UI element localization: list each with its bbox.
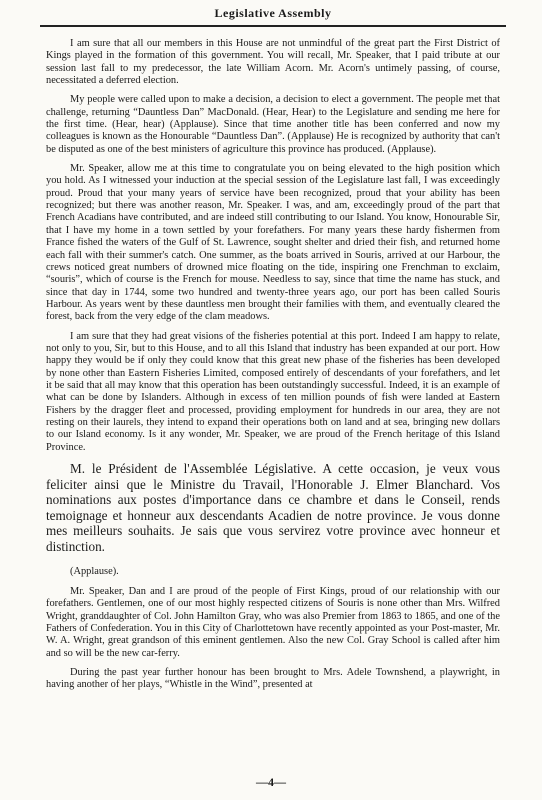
- paragraph-fisheries: I am sure that they had great visions of the fisheries potential at this port. Indeed I am happy to relate, not only to you, Sir, but to this House, and to all this Island that industry has been expanded at our port. How happy they would be if only they could know that this great new phase of the fisheries has been developed by none other than Eastern Fisheries Limited, composed entirely of descendants of your forefathers, and let it be said that all may know that this operation has been outstandingly successful. Indeed, it is an example of what can be done by Islanders. Although in excess of ten million pounds of fish were landed at Eastern Fishers by the dragger fleet and processed, providing employment for hundreds in our area, they are not resting on their laurels, they intend to expand their operations both on land and at sea, bringing new dollars to our Island economy. Is it any wonder, Mr. Speaker, we are proud of the French heritage of this Island Province.: [46, 330, 500, 453]
- page-body: [46, 38, 500, 699]
- paragraph-first-kings-pride: Mr. Speaker, Dan and I are proud of the people of First Kings, proud of our relationship with our forefathers. Gentlemen, one of our most highly respected citizens of Souris is none other than Mrs. Wilfred Wright, granddaughter of Col. John Hamilton Gray, who was also Premier from 1863 to 1865, and one of the Fathers of Confederation. You in this City of Charlottetown have recently appointed as your Post-master, Mr. W. A. Wright, great grandson of this eminent gentlemen. Also the new Col. Gray School is called after him and so will be the new car-ferry.: [46, 585, 500, 659]
- applause-note: (Applause).: [70, 565, 119, 577]
- page-header: Legislative Assembly: [40, 6, 506, 27]
- paragraph-first-district: I am sure that all our members in this House are not unmindful of the great part the First District of Kings played in the formation of this government. You will recall, Mr. Speaker, that I paid tribute at our session last fall to my predecessor, the late William Acorn. Mr. Acorn's untimely passing, of course, necessitated a deferred election.: [46, 38, 500, 87]
- paragraph-french-address: M. le Président de l'Assemblée Législative. A cette occasion, je veux vous feliciter ainsi que le Ministre du Travail, l'Honorable J. Elmer Blanchard. Vos nominations aux postes d'importance dans ce chambre et dans le Conseil, rends temoignage et honneur aux descendants Acadien de notre province. Je vous donne mes meilleurs souhaits. Je sais que vous servirez votre province avec honneur et distinction.: [46, 461, 500, 554]
- page-number: —4—: [256, 775, 286, 789]
- paragraph-election: My people were called upon to make a decision, a decision to elect a government. The people met that challenge, returning “Dauntless Dan” MacDonald. (Hear, Hear) to the Legislature and sending me here for the first time. (Hear, hear) (Applause). Since that time another title has been conferred and now my colleagues is known as the Honourable “Dauntless Dan”. (Applause) He is recognized by authority that can't be disputed as one of the best ministers of agriculture this province has produced. (Applause).: [46, 94, 500, 155]
- paragraph-speaker-congratulations: Mr. Speaker, allow me at this time to congratulate you on being elevated to the high position which you hold. As I witnessed your induction at the special session of the Legislature last fall, I was exceedingly proud. Proud that your many years of service have been recognized, proud that your ability has been recognized; but there was another reason, Mr. Speaker. I was, and am, exceedingly proud of the part that French Acadians have contributed, and are indeed still contributing to our Island. You know, Honourable Sir, that I have my home in a town settled by your forefathers. For many years these hardy fishermen from France fished the waters of the Gulf of St. Lawrence, sought shelter and dried their fish, and returned home each fall with their summer's catch. One summer, as the boats arrived in Souris, arrived at our Harbour, the crews noticed great numbers of drowned mice floating on the tide, inspiring one Frenchman to exclaim, “souris”, which of course is the French for mouse. Needless to say, since that time the name has stuck, and since that day in 1744, some two hundred and twenty-three years ago, our port has been called Souris Harbour. As years went by these dauntless men brought their families with them, and eventually cleared the forest, back from the very edge of the clam meadows.: [46, 163, 500, 323]
- paragraph-townshend: During the past year further honour has been brought to Mrs. Adele Townshend, a playwright, in having another of her plays, “Whistle in the Wind”, presented at: [46, 666, 500, 691]
